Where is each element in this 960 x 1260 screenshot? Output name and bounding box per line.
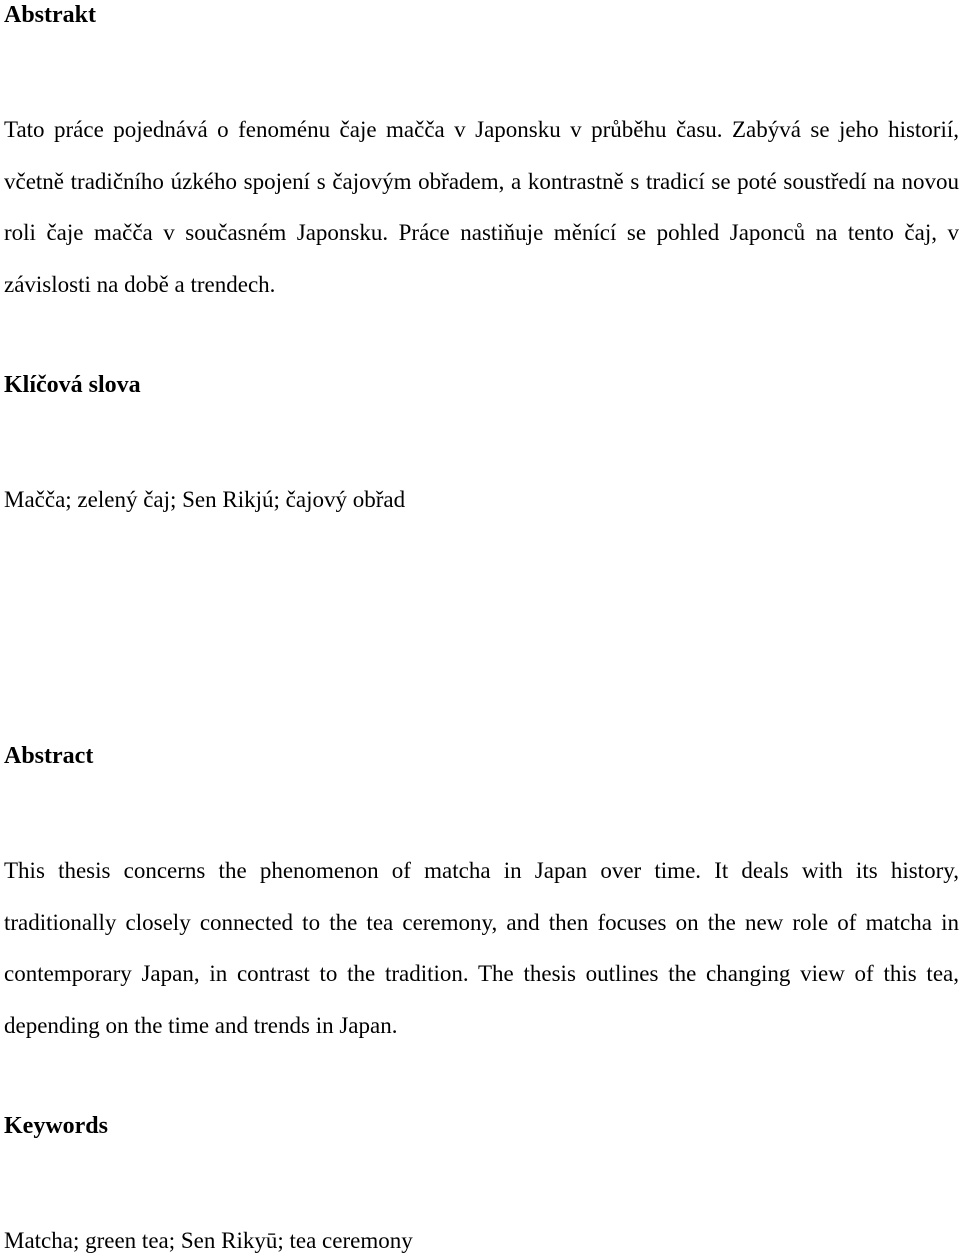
- czech-keywords-text: Mačča; zelený čaj; Sen Rikjú; čajový obřad: [4, 487, 406, 512]
- czech-abstract-heading: Abstrakt: [4, 2, 97, 28]
- document-page: [4, 0, 959, 1260]
- english-abstract-text: This thesis concerns the phenomenon of matcha in Japan over time. It deals with its history, traditionally closely connected to the tea ceremony, and then focuses on the new role of matcha in contemporary Japan, in contrast to the tradition. The thesis outlines the changing view of this tea, depending on the time and trends in Japan.: [4, 858, 959, 1038]
- czech-keywords-heading: Klíčová slova: [4, 372, 141, 398]
- english-keywords-heading: Keywords: [4, 1113, 108, 1139]
- english-keywords-text: Matcha; green tea; Sen Rikyū; tea ceremony: [4, 1228, 413, 1253]
- czech-abstract-text: Tato práce pojednává o fenoménu čaje mačča v Japonsku v průběhu času. Zabývá se jeho historií, včetně tradičního úzkého spojení s čajovým obřadem, a kontrastně s tradicí se poté soustředí na novou roli čaje mačča v současném Japonsku. Práce nastiňuje měnící se pohled Japonců na tento čaj, v závislosti na době a trendech.: [4, 117, 959, 297]
- english-abstract-heading: Abstract: [4, 743, 94, 769]
